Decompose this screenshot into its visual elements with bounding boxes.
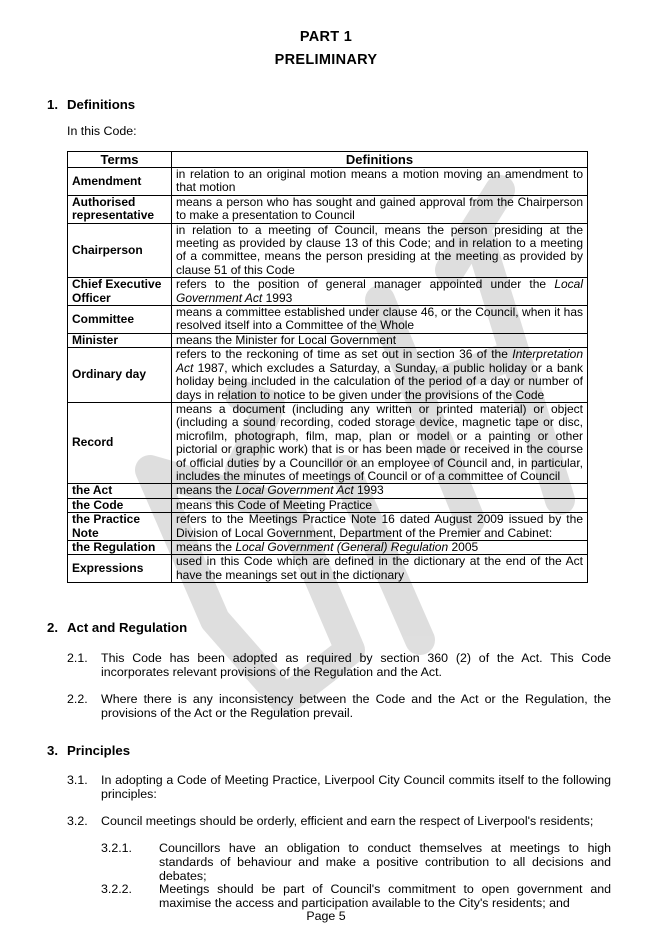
clause-text: Meetings should be part of Council's commitment to open government and maximise the access and participation available to the City's residents; and [159, 882, 611, 911]
part-number: PART 1 [299, 29, 353, 45]
definition-cell: means a person who has sought and gained approval from the Chairperson to make a presentation to Council [172, 195, 588, 223]
definition-cell: means the Local Government Act 1993 [172, 484, 588, 498]
section-title: Act and Regulation [67, 620, 188, 635]
term-cell: Ordinary day [68, 348, 172, 403]
part-title: PRELIMINARY [274, 52, 378, 68]
definition-cell: refers to the reckoning of time as set out in section 36 of the Interpretation Act 1987, which excludes a Saturday, a Sunday, a public holiday or a bank holiday being included in the calculation of the period of a day or number of days in relation to notice to be given under the provisions of the Code [172, 348, 588, 403]
term-cell: the Act [68, 484, 172, 498]
definition-cell: in relation to a meeting of Council, means the person presiding at the meeting as provided by clause 13 of this Code; and in relation to a meeting of a committee, means the person presiding at the meeting as provided by clause 51 of this Code [172, 223, 588, 278]
table-header-row [68, 152, 588, 168]
clause-number: 2.2. [67, 692, 88, 706]
clause-number: 2.1. [67, 651, 88, 665]
clause-text: Councillors have an obligation to conduct themselves at meetings to high standards of behaviour and make a positive contribution to all decisions and debates; [159, 841, 611, 884]
clause-3-2 [67, 814, 611, 828]
table-row [68, 223, 588, 278]
table-row [68, 555, 588, 583]
term-cell: the Code [68, 498, 172, 512]
clause-number: 3.2.1. [101, 841, 133, 855]
table-row [68, 484, 588, 498]
section-title: Principles [67, 743, 131, 758]
definition-cell: means the Local Government (General) Regulation 2005 [172, 540, 588, 554]
column-header-definitions: Definitions [172, 152, 588, 168]
term-cell: Committee [68, 306, 172, 334]
clause-2-2 [67, 692, 611, 720]
definition-cell: refers to the position of general manager appointed under the Local Government Act 1993 [172, 278, 588, 306]
column-header-terms: Terms [68, 152, 172, 168]
term-cell: the Regulation [68, 540, 172, 554]
definition-cell: means a document (including any written or printed material) or object (including a sound recording, coded storage device, magnetic tape or disc, microfilm, photograph, film, map, plan or model or a painting or other pictorial or graphic work) that is or has been made or received in the course of official duties by a Councillor or an employee of Council and, in particular, includes the minutes of meetings of Council or of a committee of Council [172, 402, 588, 483]
section-number: 2. [47, 620, 58, 635]
clause-2-1 [67, 651, 611, 679]
term-cell: Chief Executive Officer [68, 278, 172, 306]
table-row [68, 306, 588, 334]
clause-3-2-1 [101, 841, 611, 884]
clause-number: 3.2. [67, 814, 88, 828]
table-row [68, 513, 588, 541]
table-row [68, 278, 588, 306]
section-title: Definitions [67, 97, 136, 112]
table-row [68, 498, 588, 512]
term-cell: Expressions [68, 555, 172, 583]
definition-cell: in relation to an original motion means a motion moving an amendment to that motion [172, 168, 588, 196]
clause-3-2-2 [101, 882, 611, 910]
clause-number: 3.2.2. [101, 882, 133, 896]
definitions-intro: In this Code: [67, 124, 137, 138]
definition-cell: means this Code of Meeting Practice [172, 498, 588, 512]
clause-text: This Code has been adopted as required by section 360 (2) of the Act. This Code incorporates relevant provisions of the Regulation and the Act. [101, 651, 611, 680]
term-cell: the Practice Note [68, 513, 172, 541]
page-number: Page 5 [306, 909, 346, 923]
clause-text: In adopting a Code of Meeting Practice, Liverpool City Council commits itself to the following principles: [101, 773, 611, 802]
term-cell: Record [68, 402, 172, 483]
clause-text: Council meetings should be orderly, efficient and earn the respect of Liverpool's residents; [101, 814, 594, 828]
definition-cell: means a committee established under clause 46, or the Council, when it has resolved itself into a Committee of the Whole [172, 306, 588, 334]
term-cell: Chairperson [68, 223, 172, 278]
clause-text: Where there is any inconsistency between the Code and the Act or the Regulation, the provisions of the Act or the Regulation prevail. [101, 692, 611, 721]
section-heading-principles [47, 743, 130, 758]
term-cell: Minister [68, 333, 172, 347]
clause-3-1 [67, 773, 611, 801]
term-cell: Authorised representative [68, 195, 172, 223]
term-cell: Amendment [68, 168, 172, 196]
table-row [68, 348, 588, 403]
section-number: 3. [47, 743, 58, 758]
definition-cell: refers to the Meetings Practice Note 16 dated August 2009 issued by the Division of Local Government, Department of the Premier and Cabinet: [172, 513, 588, 541]
table-row [68, 333, 588, 347]
table-row [68, 540, 588, 554]
table-row [68, 402, 588, 483]
definitions-table [67, 151, 588, 583]
table-row [68, 168, 588, 196]
section-number: 1. [47, 97, 58, 112]
table-row [68, 195, 588, 223]
section-heading-definitions [47, 97, 135, 112]
clause-number: 3.1. [67, 773, 88, 787]
definition-cell: used in this Code which are defined in the dictionary at the end of the Act have the meanings set out in the dictionary [172, 555, 588, 583]
section-heading-act-and-regulation [47, 620, 187, 635]
definition-cell: means the Minister for Local Government [172, 333, 588, 347]
